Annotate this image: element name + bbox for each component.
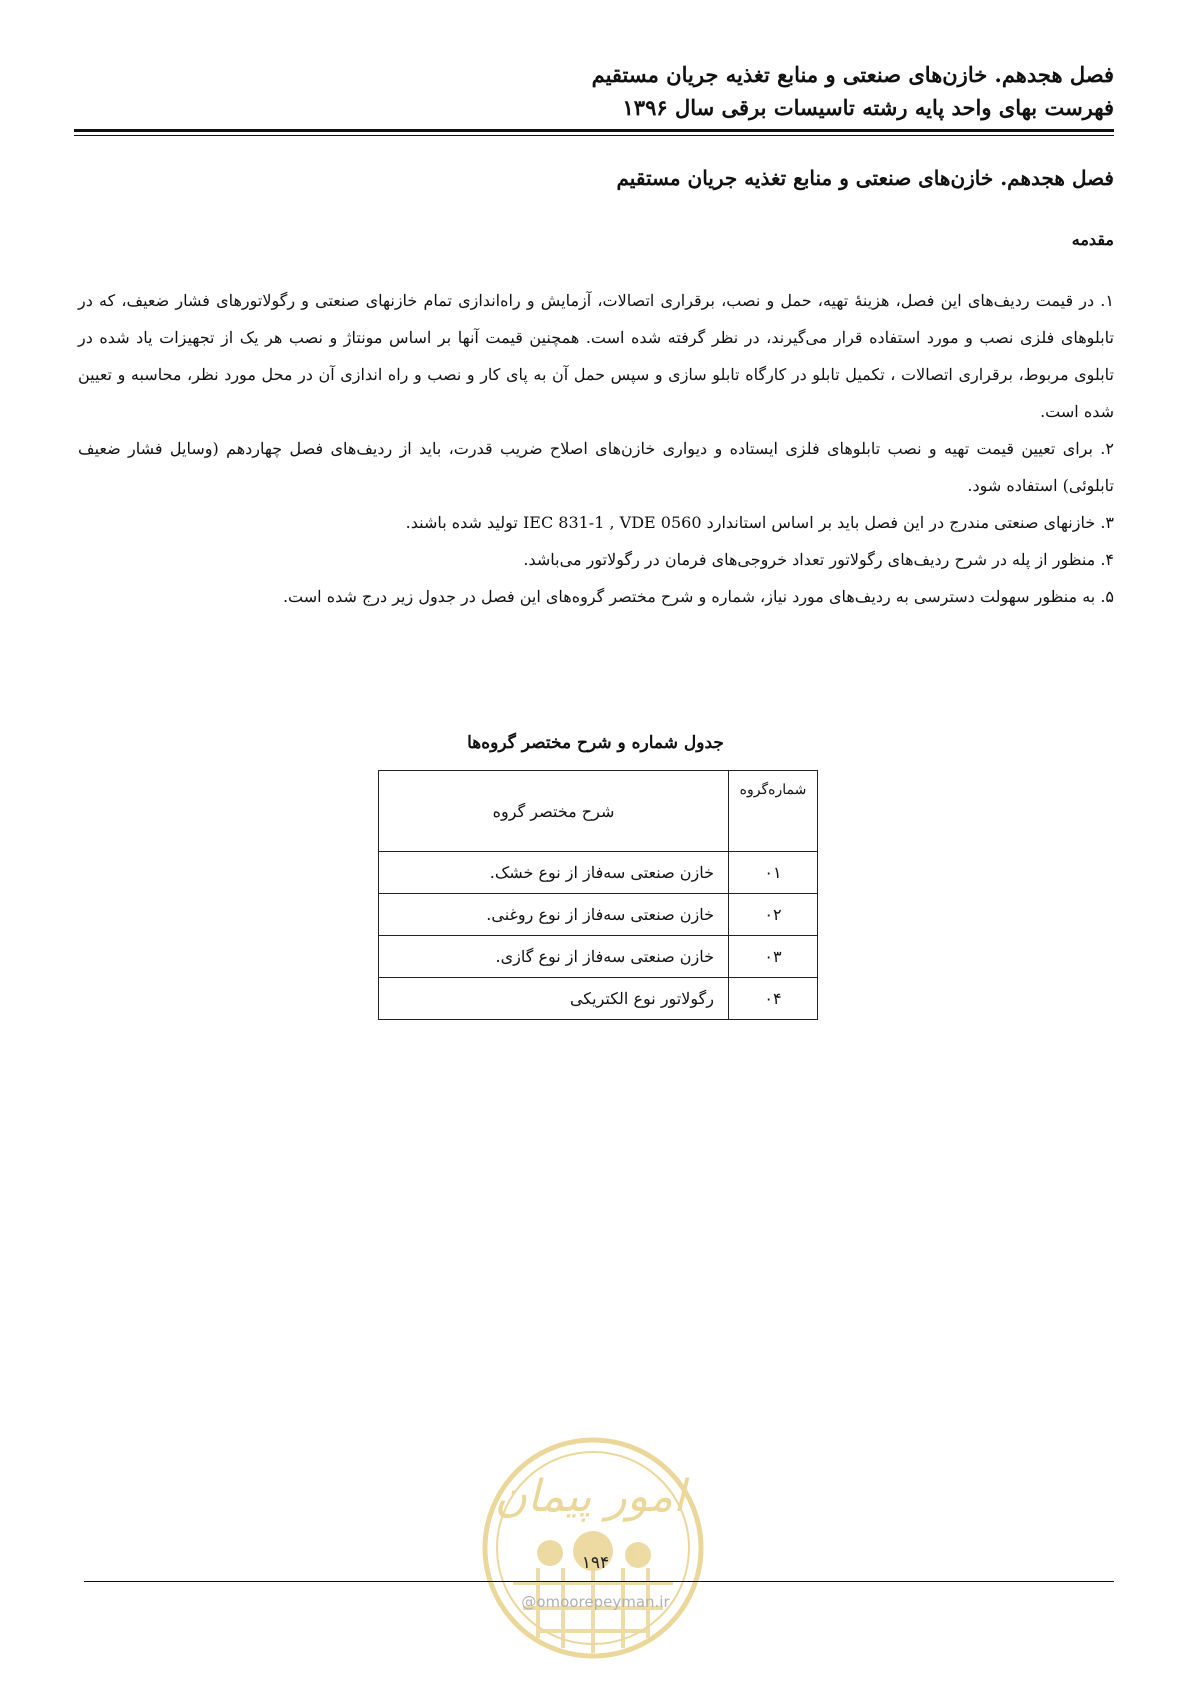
header-line-2: فهرست بهای واحد پایه رشته تاسیسات برقی سال ۱۳۹۶ <box>622 95 1114 120</box>
group-number: ۰۳ <box>729 936 818 978</box>
paragraph-3: ۳. خازنهای صنعتی مندرج در این فصل باید بر اساس استاندارد IEC 831-1 , VDE 0560 تولید شده باشند. <box>405 513 1114 532</box>
header-rule-thin <box>74 135 1114 136</box>
omoor-peyman-logo-icon <box>478 1433 708 1663</box>
intro-heading: مقدمه <box>1071 230 1114 249</box>
running-header <box>74 58 1114 124</box>
table-header-row <box>379 771 818 852</box>
group-description: رگولاتور نوع الکتریکی <box>379 978 729 1020</box>
chapter-title: فصل هجدهم. خازن‌های صنعتی و منابع تغذیه جریان مستقیم <box>616 166 1114 190</box>
header-line-1: فصل هجدهم. خازن‌های صنعتی و منابع تغذیه جریان مستقیم <box>591 62 1114 87</box>
table-title: جدول شماره و شرح مختصر گروه‌ها <box>467 733 724 753</box>
svg-text:امور پیمان: امور پیمان <box>494 1471 686 1522</box>
footer-website: @omoorepeyman.ir <box>521 1593 670 1611</box>
table-row <box>379 978 818 1020</box>
header-group-number: شماره‌گروه <box>729 771 818 852</box>
paragraph-5: ۵. به منظور سهولت دسترسی به ردیف‌های مورد نیاز، شماره و شرح مختصر گروه‌های این فصل در جدول زیر درج شده است. <box>282 587 1114 606</box>
paragraph-2: ۲. برای تعیین قیمت تهیه و نصب تابلوهای فلزی ایستاده و دیواری خازن‌های اصلاح ضریب قدرت، باید از ردیف‌های فصل چهاردهم (وسایل فشار ضعیف تابلوئی) استفاده شود. <box>78 439 1114 495</box>
header-rule-thick <box>74 129 1114 132</box>
page-number: ۱۹۴ <box>581 1553 610 1573</box>
table-row <box>379 936 818 978</box>
group-number: ۰۱ <box>729 852 818 894</box>
group-description: خازن صنعتی سه‌فاز از نوع گازی. <box>379 936 729 978</box>
group-number: ۰۴ <box>729 978 818 1020</box>
intro-body <box>78 282 1114 615</box>
paragraph-1: ۱. در قیمت ردیف‌های این فصل، هزینهٔ تهیه، حمل و نصب، برقراری اتصالات، آزمایش و راه‌اندازی تمام خازنهای صنعتی و رگولاتورهای فشار ضعیف، که در تابلوهای فلزی نصب و مورد استفاده قرار می‌گیرند، در نظر گرفته شده است. همچنین قیمت آنها بر اساس مونتاژ و نصب هر یک از تجهیزات یاد شده در تابلوی مربوط، برقراری اتصالات ، تکمیل تابلو در کارگاه تابلو سازی و سپس حمل آن به پای کار و نصب و راه اندازی آن در محل مورد نظر، محاسبه و تعیین شده است. <box>78 291 1114 421</box>
header-group-description: شرح مختصر گروه <box>379 771 729 852</box>
groups-table <box>378 770 818 1020</box>
group-description: خازن صنعتی سه‌فاز از نوع روغنی. <box>379 894 729 936</box>
table-row <box>379 894 818 936</box>
paragraph-4: ۴. منظور از پله در شرح ردیف‌های رگولاتور تعداد خروجی‌های فرمان در رگولاتور می‌باشد. <box>523 550 1114 569</box>
footer-rule <box>84 1581 1114 1582</box>
table-row <box>379 852 818 894</box>
group-description: خازن صنعتی سه‌فاز از نوع خشک. <box>379 852 729 894</box>
group-number: ۰۲ <box>729 894 818 936</box>
